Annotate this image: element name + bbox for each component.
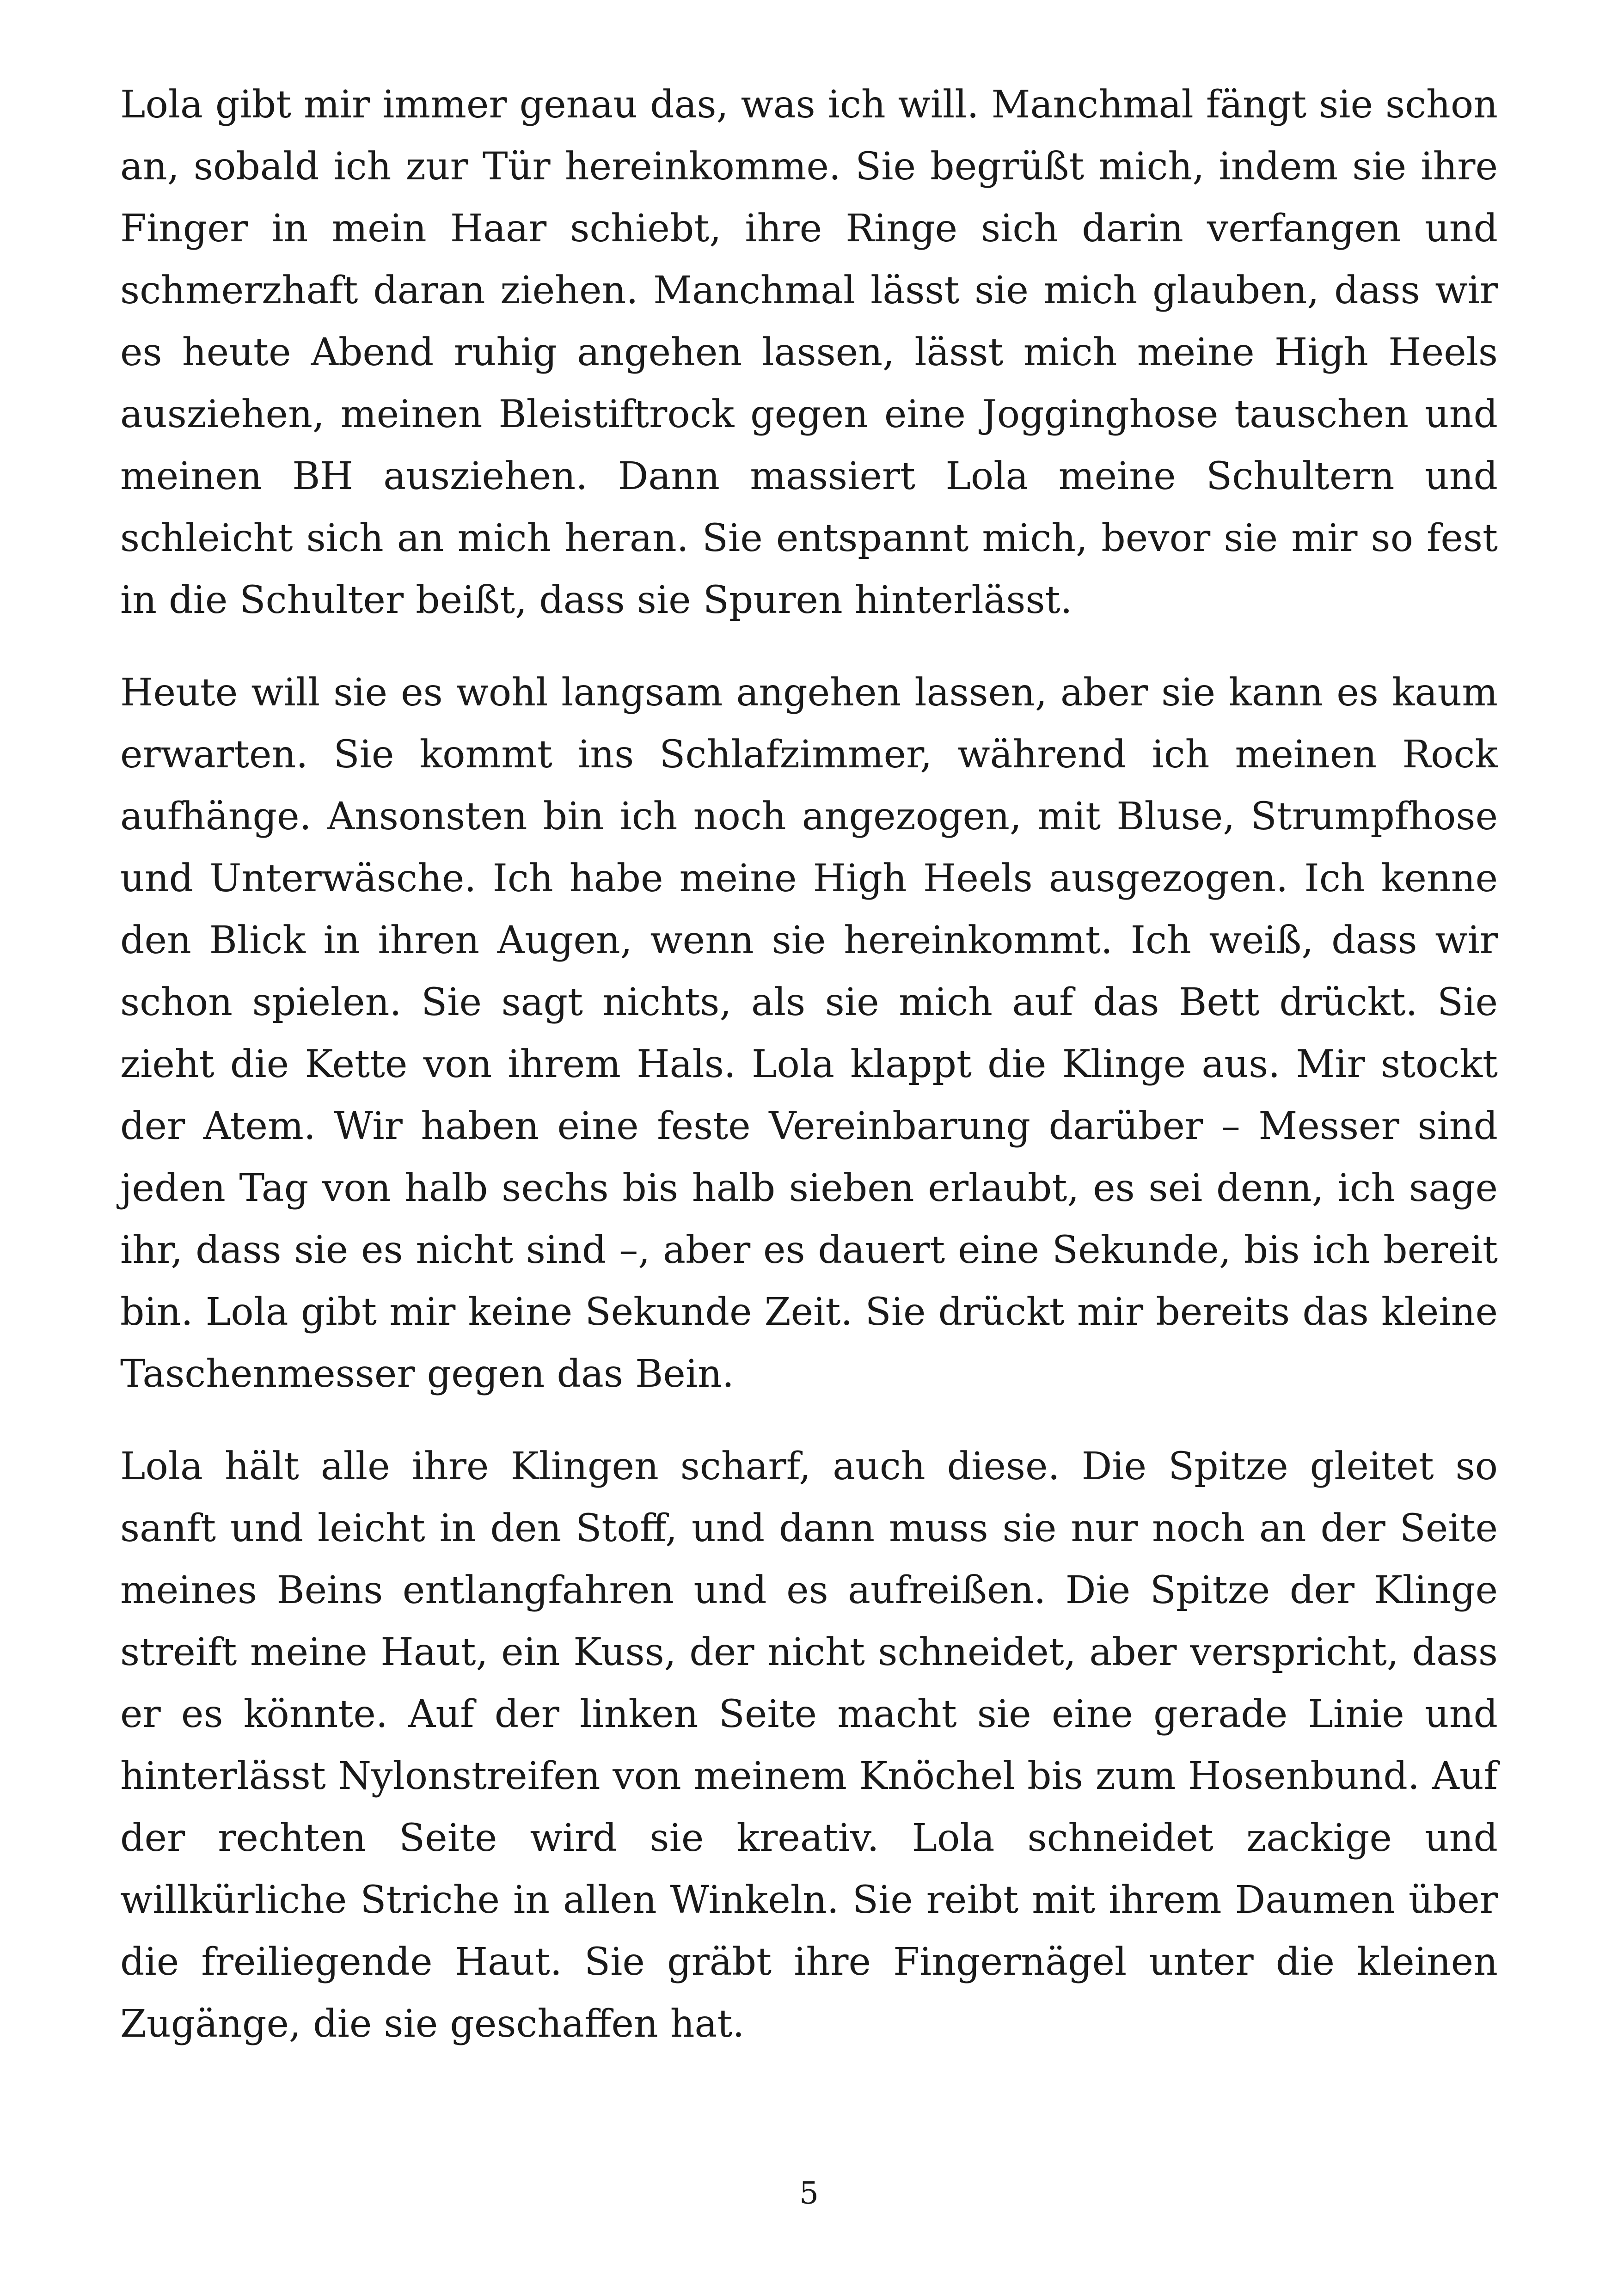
body-text	[120, 74, 1498, 2055]
paragraph-1: Lola gibt mir immer genau das, was ich will. Manchmal fängt sie schon an, sobald ich zur Tür hereinkomme. Sie begrüßt mich, indem sie ihre Finger in mein Haar schiebt, ihre Ringe sich darin verfangen und schmerzhaft daran ziehen. Manchmal lässt sie mich glauben, dass wir es heute Abend ruhig angehen lassen, lässt mich meine High Heels ausziehen, meinen Bleistiftrock gegen eine Jogginghose tauschen und meinen BH ausziehen. Dann massiert Lola meine Schultern und schleicht sich an mich heran. Sie entspannt mich, bevor sie mir so fest in die Schulter beißt, dass sie Spuren hinterlässt.	[120, 83, 1498, 622]
paragraph-3: Lola hält alle ihre Klingen scharf, auch diese. Die Spitze gleitet so sanft und leicht in den Stoff, und dann muss sie nur noch an der Seite meines Beins entlangfahren und es aufreißen. Die Spitze der Klinge streift meine Haut, ein Kuss, der nicht schneidet, aber verspricht, dass er es könnte. Auf der linken Seite macht sie eine gerade Linie und hinterlässt Nylonstreifen von meinem Knöchel bis zum Hosenbund. Auf der rechten Seite wird sie kreativ. Lola schneidet zackige und willkürliche Striche in allen Winkeln. Sie reibt mit ihrem Daumen über die freiliegende Haut. Sie gräbt ihre Fingernägel unter die kleinen Zugänge, die sie geschaffen hat.	[120, 1445, 1498, 2046]
paragraph-2: Heute will sie es wohl langsam angehen lassen, aber sie kann es kaum erwarten. Sie kommt ins Schlafzimmer, während ich meinen Rock aufhänge. Ansonsten bin ich noch angezogen, mit Bluse, Strumpfhose und Unterwäsche. Ich habe meine High Heels ausgezogen. Ich kenne den Blick in ihren Augen, wenn sie hereinkommt. Ich weiß, dass wir schon spielen. Sie sagt nichts, als sie mich auf das Bett drückt. Sie zieht die Kette von ihrem Hals. Lola klappt die Klinge aus. Mir stockt der Atem. Wir haben eine feste Vereinbarung darüber – Messer sind jeden Tag von halb sechs bis halb sieben erlaubt, es sei denn, ich sage ihr, dass sie es nicht sind –, aber es dauert eine Sekunde, bis ich bereit bin. Lola gibt mir keine Sekunde Zeit. Sie drückt mir bereits das kleine Taschenmesser gegen das Bein.	[120, 671, 1498, 1396]
page-number: 5	[799, 2175, 819, 2211]
